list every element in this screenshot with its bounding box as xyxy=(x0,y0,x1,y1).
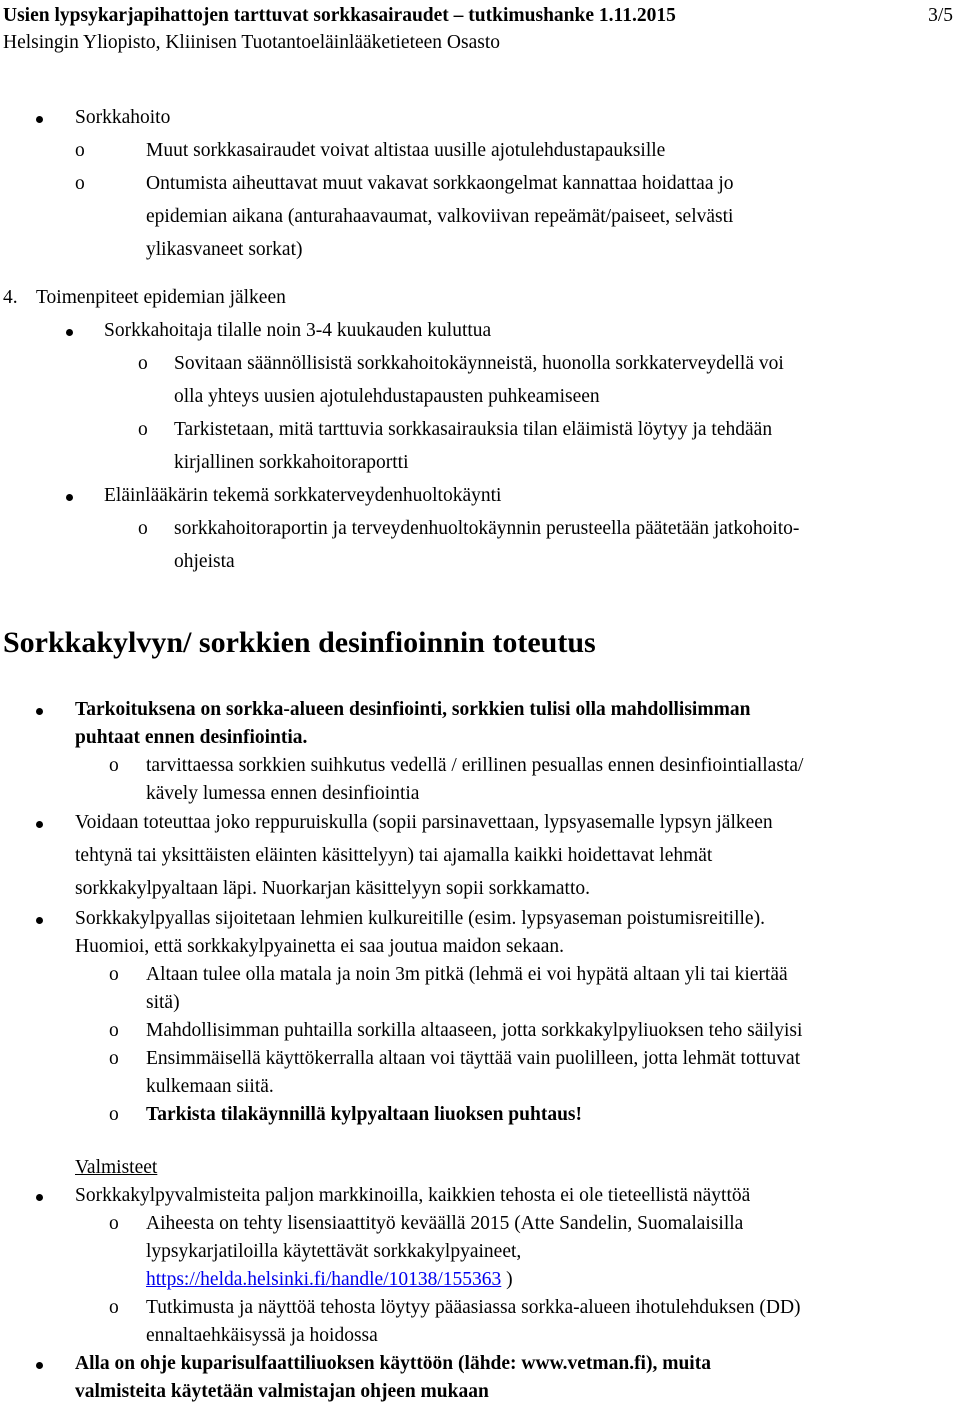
section-sorkkahoito xyxy=(0,101,960,266)
item-text: puhtaat ennen desinfiointia. xyxy=(75,727,308,748)
sub-bullet-icon: o xyxy=(109,964,119,985)
list-item-continuation xyxy=(0,724,960,752)
list-item xyxy=(0,167,960,200)
list-item-continuation xyxy=(0,233,960,266)
item-text: sorkkakylpyaltaan läpi. Nuorkarjan käsittelyyn sopii sorkkamatto. xyxy=(75,878,591,899)
list-item xyxy=(0,512,960,545)
item-text: epidemian aikana (anturahaavaumat, valkoviivan repeämät/paiseet, selvästi xyxy=(146,206,734,227)
item-text: Altaan tulee olla matala ja noin 3m pitkä (lehmä ei voi hypätä altaan yli tai kiertää xyxy=(146,964,788,985)
list-item xyxy=(0,1101,960,1129)
item-text: kirjallinen sorkkahoitoraportti xyxy=(174,452,409,473)
item-text: Alla on ohje kuparisulfaattiliuoksen käyttöön (lähde: www.vetman.fi), muita xyxy=(75,1353,711,1374)
list-item xyxy=(0,696,960,724)
item-text: ) xyxy=(506,1269,513,1290)
sub-bullet-icon: o xyxy=(109,1297,119,1318)
list-item xyxy=(0,1350,960,1378)
item-text: ennaltaehkäisyssä ja hoidossa xyxy=(146,1325,378,1346)
page-number: 3/5 xyxy=(928,5,953,26)
item-text: olla yhteys uusien ajotulehdustapausten puhkeamiseen xyxy=(174,386,600,407)
sub-bullet-icon: o xyxy=(109,1104,119,1125)
item-text: Huomioi, että sorkkakylpyainetta ei saa joutua maidon sekaan. xyxy=(75,936,564,957)
list-item xyxy=(0,806,960,839)
list-item-continuation xyxy=(0,872,960,905)
list-item-continuation xyxy=(0,1266,960,1294)
list-item-continuation xyxy=(0,839,960,872)
header-institution: Helsingin Yliopisto, Kliinisen Tuotantoeläinlääketieteen Osasto xyxy=(3,32,501,53)
section-heading: Sorkkakylvyn/ sorkkien desinfioinnin toteutus xyxy=(3,626,596,659)
list-item-continuation xyxy=(0,200,960,233)
sub-bullet-icon: o xyxy=(138,518,148,539)
bullet-icon xyxy=(36,1194,43,1201)
list-item xyxy=(0,1182,960,1210)
bullet-icon xyxy=(36,116,43,123)
page-header xyxy=(3,2,957,56)
sub-bullet-icon: o xyxy=(109,755,119,776)
item-text: Sorkkakylpyvalmisteita paljon markkinoilla, kaikkien tehosta ei ole tieteellistä näyttöä xyxy=(75,1185,751,1206)
item-text: sitä) xyxy=(146,992,180,1013)
item-text: Mahdollisimman puhtailla sorkilla altaaseen, jotta sorkkakylpyliuoksen teho säilyisi xyxy=(146,1020,803,1041)
item-text: Sovitaan säännöllisistä sorkkahoitokäynneistä, huonolla sorkkaterveydellä voi xyxy=(174,353,784,374)
sub-bullet-icon: o xyxy=(138,353,148,374)
item-text: Voidaan toteuttaa joko reppuruiskulla (sopii parsinavettaan, lypsyasemalle lypsyn jälkeen xyxy=(75,812,773,833)
list-item-continuation xyxy=(0,380,960,413)
list-item-continuation xyxy=(0,1238,960,1266)
list-item xyxy=(0,1045,960,1073)
item-text: lypsykarjatiloilla käytettävät sorkkakylpyaineet, xyxy=(146,1241,522,1262)
sub-bullet-icon: o xyxy=(109,1213,119,1234)
item-text: valmisteita käytetään valmistajan ohjeen mukaan xyxy=(75,1381,489,1402)
section-desinfiointi xyxy=(0,696,960,808)
item-text: ohjeista xyxy=(174,551,235,572)
bullet-icon xyxy=(36,708,43,715)
helda-link[interactable]: https://helda.helsinki.fi/handle/10138/155363 xyxy=(146,1269,502,1290)
bullet-icon xyxy=(66,494,73,501)
section-sijoitus xyxy=(0,905,960,1129)
list-item xyxy=(0,961,960,989)
bullet-icon xyxy=(66,329,73,336)
item-text: Tarkoituksena on sorkka-alueen desinfiointi, sorkkien tulisi olla mahdollisimman xyxy=(75,699,751,720)
header-title: Usien lypsykarjapihattojen tarttuvat sorkkasairaudet – tutkimushanke 1.11.2015 xyxy=(3,5,676,26)
item-text: Eläinlääkärin tekemä sorkkaterveydenhuoltokäynti xyxy=(104,485,502,506)
list-item xyxy=(0,905,960,933)
item-text: tarvittaessa sorkkien suihkutus vedellä / erillinen pesuallas ennen desinfiointiallasta/ xyxy=(146,755,804,776)
list-item xyxy=(0,479,960,512)
item-text: ylikasvaneet sorkat) xyxy=(146,239,303,260)
item-text: Tarkistetaan, mitä tarttuvia sorkkasairauksia tilan eläimistä löytyy ja tehdään xyxy=(174,419,773,440)
section-toteutus xyxy=(0,806,960,905)
list-item-continuation xyxy=(0,780,960,808)
list-item-continuation xyxy=(0,545,960,578)
item-text: kävely lumessa ennen desinfiointia xyxy=(146,783,420,804)
list-item-continuation xyxy=(0,1378,960,1406)
section-toimenpiteet xyxy=(0,281,960,578)
list-item xyxy=(0,1294,960,1322)
bullet-icon xyxy=(36,917,43,924)
section-title: Sorkkahoito xyxy=(75,107,171,128)
list-item-continuation xyxy=(0,989,960,1017)
section-valmisteet xyxy=(0,1154,960,1406)
item-text: kulkemaan siitä. xyxy=(146,1076,274,1097)
list-item xyxy=(0,1017,960,1045)
item-text: Ontumista aiheuttavat muut vakavat sorkkaongelmat kannattaa hoidattaa jo xyxy=(146,173,734,194)
numbered-heading xyxy=(0,281,960,314)
list-item xyxy=(0,101,960,134)
list-item-continuation xyxy=(0,446,960,479)
bullet-icon xyxy=(36,821,43,828)
list-item xyxy=(0,314,960,347)
list-item-continuation xyxy=(0,1073,960,1101)
bullet-icon xyxy=(36,1362,43,1369)
sub-bullet-icon: o xyxy=(75,140,85,161)
item-text: Aiheesta on tehty lisensiaattityö keväällä 2015 (Atte Sandelin, Suomalaisilla xyxy=(146,1213,744,1234)
item-text: Tutkimusta ja näyttöä tehosta löytyy pääasiassa sorkka-alueen ihotulehduksen (DD) xyxy=(146,1297,801,1318)
list-item xyxy=(0,752,960,780)
item-text: Tarkista tilakäynnillä kylpyaltaan liuoksen puhtaus! xyxy=(146,1104,583,1125)
sub-bullet-icon: o xyxy=(109,1020,119,1041)
item-text: Sorkkahoitaja tilalle noin 3-4 kuukauden kuluttua xyxy=(104,320,492,341)
sub-bullet-icon: o xyxy=(138,419,148,440)
item-text: Muut sorkkasairaudet voivat altistaa uusille ajotulehdustapauksille xyxy=(146,140,666,161)
list-item-continuation xyxy=(0,1322,960,1350)
sub-bullet-icon: o xyxy=(75,173,85,194)
item-text: tehtynä tai yksittäisten eläinten käsittelyyn) tai ajamalla kaikki hoidettavat lehmät xyxy=(75,845,713,866)
section-title: Valmisteet xyxy=(75,1157,158,1178)
list-item xyxy=(0,347,960,380)
item-text: sorkkahoitoraportin ja terveydenhuoltokäynnin perusteella päätetään jatkohoito- xyxy=(174,518,800,539)
list-item-continuation xyxy=(0,933,960,961)
sub-bullet-icon: o xyxy=(109,1048,119,1069)
item-text: Sorkkakylpyallas sijoitetaan lehmien kulkureitille (esim. lypsyaseman poistumisreitille). xyxy=(75,908,765,929)
list-number: 4. xyxy=(3,287,18,308)
item-text: Ensimmäisellä käyttökerralla altaan voi täyttää vain puolilleen, jotta lehmät tottuvat xyxy=(146,1048,801,1069)
list-item xyxy=(0,1210,960,1238)
list-item xyxy=(0,413,960,446)
section-title: Toimenpiteet epidemian jälkeen xyxy=(36,287,286,308)
list-item xyxy=(0,134,960,167)
